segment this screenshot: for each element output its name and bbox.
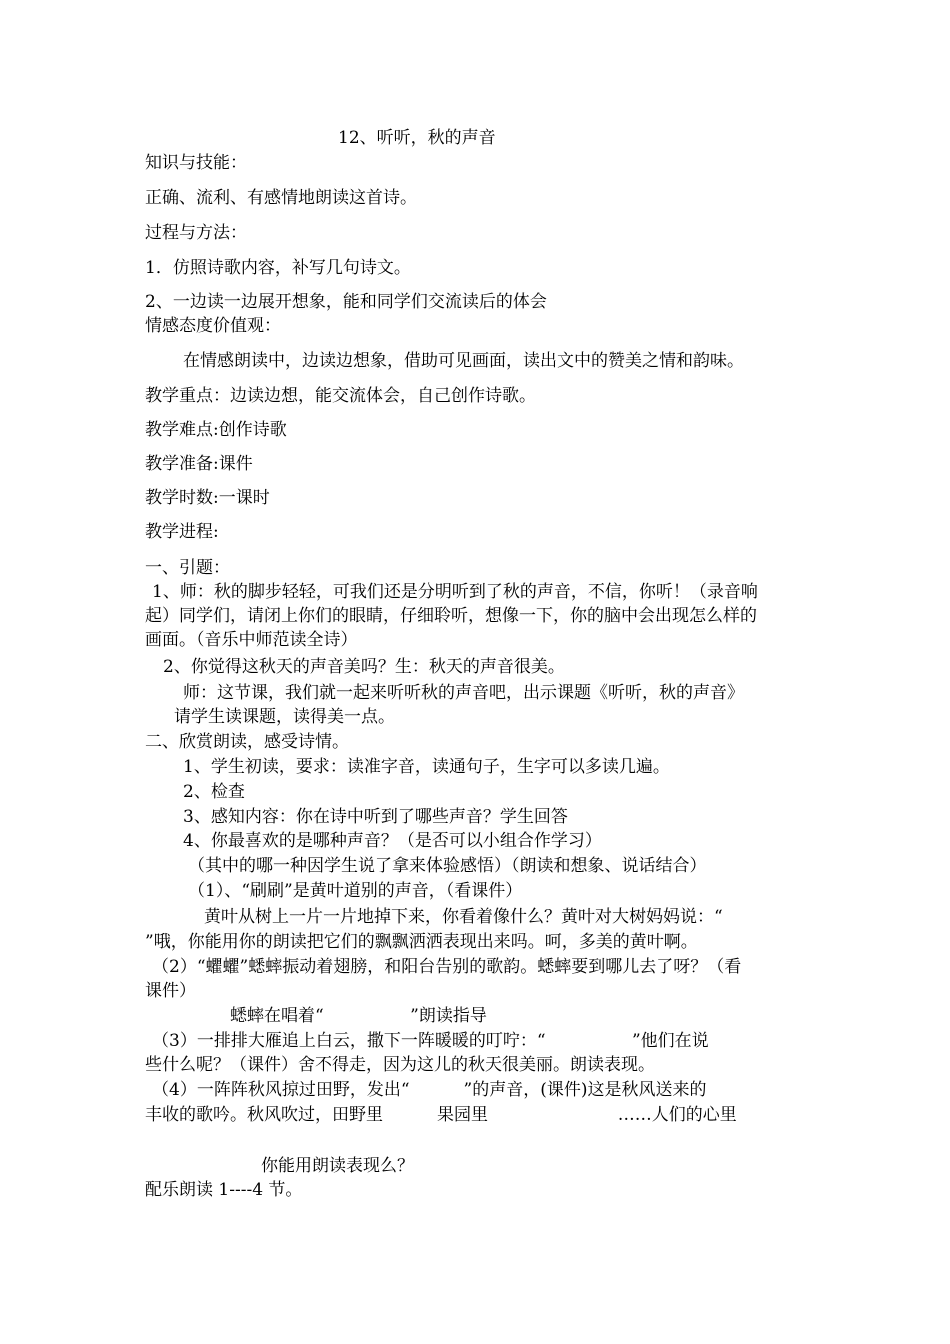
teaching-difficulty: 教学难点:创作诗歌: [145, 420, 287, 440]
section-heading: 二、欣赏朗读，感受诗情。: [145, 732, 349, 752]
section-heading: 一、引题：: [145, 558, 230, 578]
paragraph: 正确、流利、有感情地朗读这首诗。: [145, 188, 417, 208]
list-item: 3、感知内容：你在诗中听到了哪些声音？学生回答: [183, 807, 568, 827]
paragraph: 蟋蟀在唱着“ ”朗读指导: [230, 1006, 487, 1026]
teaching-hours: 教学时数:一课时: [145, 488, 270, 508]
paragraph: 2、你觉得这秋天的声音美吗？生：秋天的声音很美。: [163, 657, 565, 677]
teaching-key-point: 教学重点：边读边想，能交流体会，自己创作诗歌。: [145, 386, 536, 406]
paragraph: 在情感朗读中，边读边想象，借助可见画面，读出文中的赞美之情和韵味。: [183, 351, 744, 371]
teaching-preparation: 教学准备:课件: [145, 454, 253, 474]
paragraph: 画面。（音乐中师范读全诗）: [145, 630, 358, 650]
list-item: 4、你最喜欢的是哪种声音？（是否可以小组合作学习）: [183, 831, 602, 851]
paragraph: 丰收的歌吟。秋风吹过，田野里 果园里 ……人们的心里: [145, 1105, 737, 1125]
list-item: 2、一边读一边展开想象，能和同学们交流读后的体会: [145, 292, 547, 312]
heading-process-method: 过程与方法：: [145, 223, 247, 243]
paragraph: （其中的哪一种因学生说了拿来体验感悟）（朗读和想象、说话结合）: [188, 856, 707, 876]
paragraph: （2）“蠷蠷”蟋蟀振动着翅膀，和阳台告别的歌韵。蟋蟀要到哪儿去了呀？（看: [152, 957, 742, 977]
paragraph: （4）一阵阵秋风掠过田野，发出“ ”的声音，(课件)这是秋风送来的: [152, 1080, 707, 1100]
list-item: 2、检查: [183, 782, 245, 802]
paragraph: （3）一排排大雁追上白云，撒下一阵暖暖的叮咛：“ ”他们在说: [152, 1031, 709, 1051]
paragraph: 你能用朗读表现么？: [261, 1156, 414, 1176]
paragraph: ”哦，你能用你的朗读把它们的飘飘洒洒表现出来吗。呵，多美的黄叶啊。: [145, 932, 698, 952]
paragraph: 请学生读课题，读得美一点。: [174, 707, 395, 727]
paragraph: 1、师：秋的脚步轻轻，可我们还是分明听到了秋的声音，不信，你听！（录音响: [152, 582, 758, 602]
paragraph: 师：这节课，我们就一起来听听秋的声音吧，出示课题《听听，秋的声音》: [183, 683, 744, 703]
teaching-process-heading: 教学进程:: [145, 522, 219, 542]
paragraph: 配乐朗读 1----4 节。: [145, 1180, 303, 1200]
paragraph: （1）、“刷刷”是黄叶道别的声音，（看课件）: [188, 881, 523, 901]
heading-attitude-values: 情感态度价值观：: [145, 316, 281, 336]
paragraph: 些什么呢？（课件）舍不得走，因为这儿的秋天很美丽。朗读表现。: [145, 1055, 655, 1075]
paragraph: 黄叶从树上一片一片地掉下来，你看着像什么？黄叶对大树妈妈说：“: [204, 907, 723, 927]
paragraph: 课件）: [145, 981, 196, 1001]
document-title: 12、听听，秋的声音: [338, 128, 496, 148]
paragraph: 起）同学们，请闭上你们的眼睛，仔细聆听，想像一下，你的脑中会出现怎么样的: [145, 606, 757, 626]
list-item: 1．仿照诗歌内容，补写几句诗文。: [145, 258, 411, 278]
list-item: 1、学生初读，要求：读准字音，读通句子，生字可以多读几遍。: [183, 757, 670, 777]
heading-knowledge-skills: 知识与技能：: [145, 153, 247, 173]
